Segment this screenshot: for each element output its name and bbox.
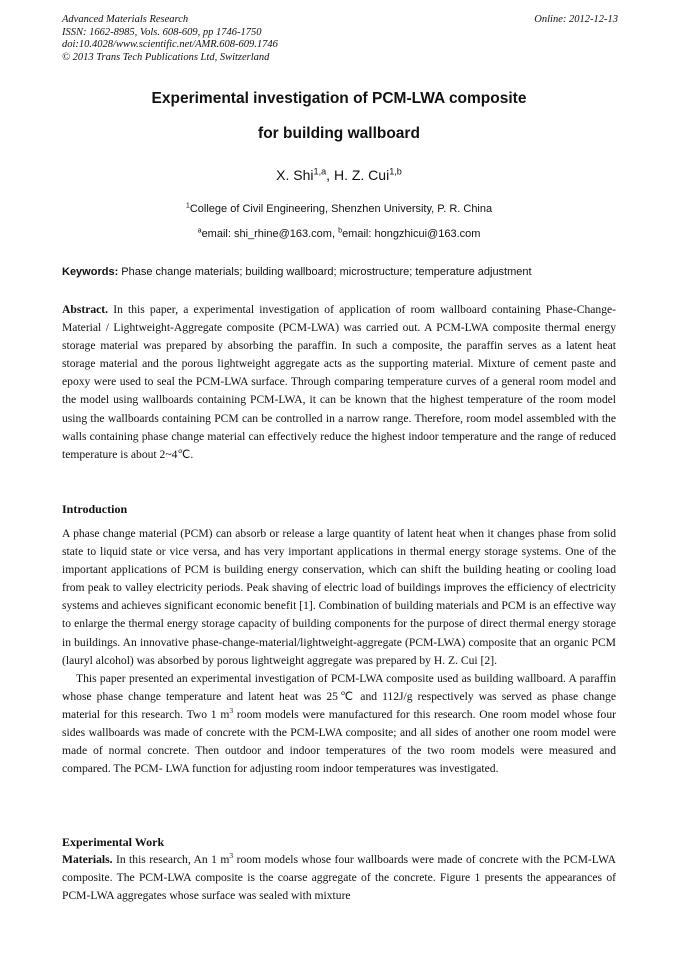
intro-p2-superscript: 3	[229, 706, 234, 716]
issn-line: ISSN: 1662-8985, Vols. 608-609, pp 1746-1750	[62, 26, 262, 38]
journal-name: Advanced Materials Research	[62, 14, 189, 25]
journal-header	[62, 14, 618, 64]
introduction-heading: Introduction	[62, 502, 128, 516]
paper-title-line-2: for building wallboard	[258, 125, 420, 142]
abstract-text: In this paper, a experimental investigation of application of room wallboard containing Phase-Change-Material / Lightweight-Aggregate composite (PCM-LWA) was carried out. A PCM-LWA composite thermal energy storage material was prepared by absorbing the paraffin. In such a composite, the paraffin serves as a latent heat storage material and the porous lightweight aggregate acts as the supporting material. Mixture of cement paste and epoxy were used to seal the PCM-LWA surface. Through comparing temperature curves of a general room model and the model using wallboards containing PCM-LWA, it can be known that the highest temperature of the room model using the wallboards containing PCM can be controlled in a narrow range. Therefore, room model assembled with the walls containing phase change material can effectively reduce the highest indoor temperature and the range of reduced temperature is about 2~4℃.	[62, 303, 616, 461]
intro-p2-text-b: room models were manufactured for this research. One room model whose four sides wallboards was made of concrete with the PCM-LWA composite; and all sides of another one room model were made of normal concrete. Then outdoor and indoor temperatures of the two room models were measured and compared. The PCM- LWA function for adjusting room indoor temperatures was investigated.	[62, 707, 616, 776]
email-b-marker: b	[338, 226, 343, 235]
materials-paragraph	[62, 851, 616, 905]
abstract-paragraph	[62, 301, 616, 464]
affiliation-marker: 1	[185, 201, 190, 210]
materials-label: Materials.	[62, 853, 113, 866]
keywords-label: Keywords:	[62, 266, 119, 278]
materials-text-b: room models whose four wallboards were made of concrete with the PCM-LWA composite. The PCM-LWA composite is the coarse aggregate of the concrete. Figure 1 presents the appearances of PCM-LWA aggregates whose surface was sealed with mixture	[62, 853, 616, 903]
email-a-marker: a	[197, 226, 202, 235]
doi-line: doi:10.4028/www.scientific.net/AMR.608-609.1746	[62, 39, 278, 50]
author-1: X. Shi	[276, 167, 314, 183]
introduction-paragraph-1: A phase change material (PCM) can absorb or release a large quantity of latent heat when it changes phase from solid state to liquid state or vice versa, and has very important applications in thermal energy storage systems. One of the important applications of PCM is building energy conservation, which can shift the building heating or cooling load from peak to valley electricity periods. Peak shaving of electric load of buildings improves the efficiency of electricity systems and achieves significant economic benefit [1]. Combination of building materials and PCM is an effective way to enlarge the thermal energy storage capacity of building components for the purpose of direct thermal energy storage in buildings. An innovative phase-change-material/lightweight-aggregate (PCM-LWA) composite that an organic PCM (lauryl alcohol) was absorbed by porous lightweight aggregate was prepared by H. Z. Cui [2].	[62, 527, 616, 667]
affiliation	[0, 203, 678, 215]
author-separator: ,	[326, 167, 334, 183]
intro-p2-text-a: This paper presented an experimental investigation of PCM-LWA composite used as building wallboard. A paraffin whose phase change temperature and latent heat was 25℃ and 112J/g respectively was served as phase change material for this research. Two 1 m	[62, 671, 616, 721]
email-b: email: hongzhicui@163.com	[342, 228, 481, 240]
author-2-affil: 1,b	[389, 166, 402, 177]
email-a: email: shi_rhine@163.com,	[201, 228, 339, 240]
materials-superscript: 3	[229, 851, 234, 861]
introduction-body	[62, 525, 616, 778]
email-line	[0, 228, 678, 240]
author-2: H. Z. Cui	[333, 167, 390, 183]
introduction-paragraph-2	[62, 670, 616, 779]
author-line	[0, 167, 678, 183]
abstract-label: Abstract.	[62, 303, 109, 316]
copyright-line: © 2013 Trans Tech Publications Ltd, Switzerland	[62, 51, 270, 63]
keywords-text: Phase change materials; building wallboard; microstructure; temperature adjustment	[118, 266, 532, 278]
paper-title-line-1: Experimental investigation of PCM-LWA composite	[151, 90, 527, 107]
affiliation-text: College of Civil Engineering, Shenzhen University, P. R. China	[189, 203, 493, 215]
keywords	[62, 266, 618, 278]
author-1-affil: 1,a	[313, 166, 327, 177]
online-date: Online: 2012-12-13	[534, 14, 618, 25]
experimental-heading: Experimental Work	[62, 835, 165, 849]
materials-text-a: In this research, An 1 m	[112, 853, 230, 866]
